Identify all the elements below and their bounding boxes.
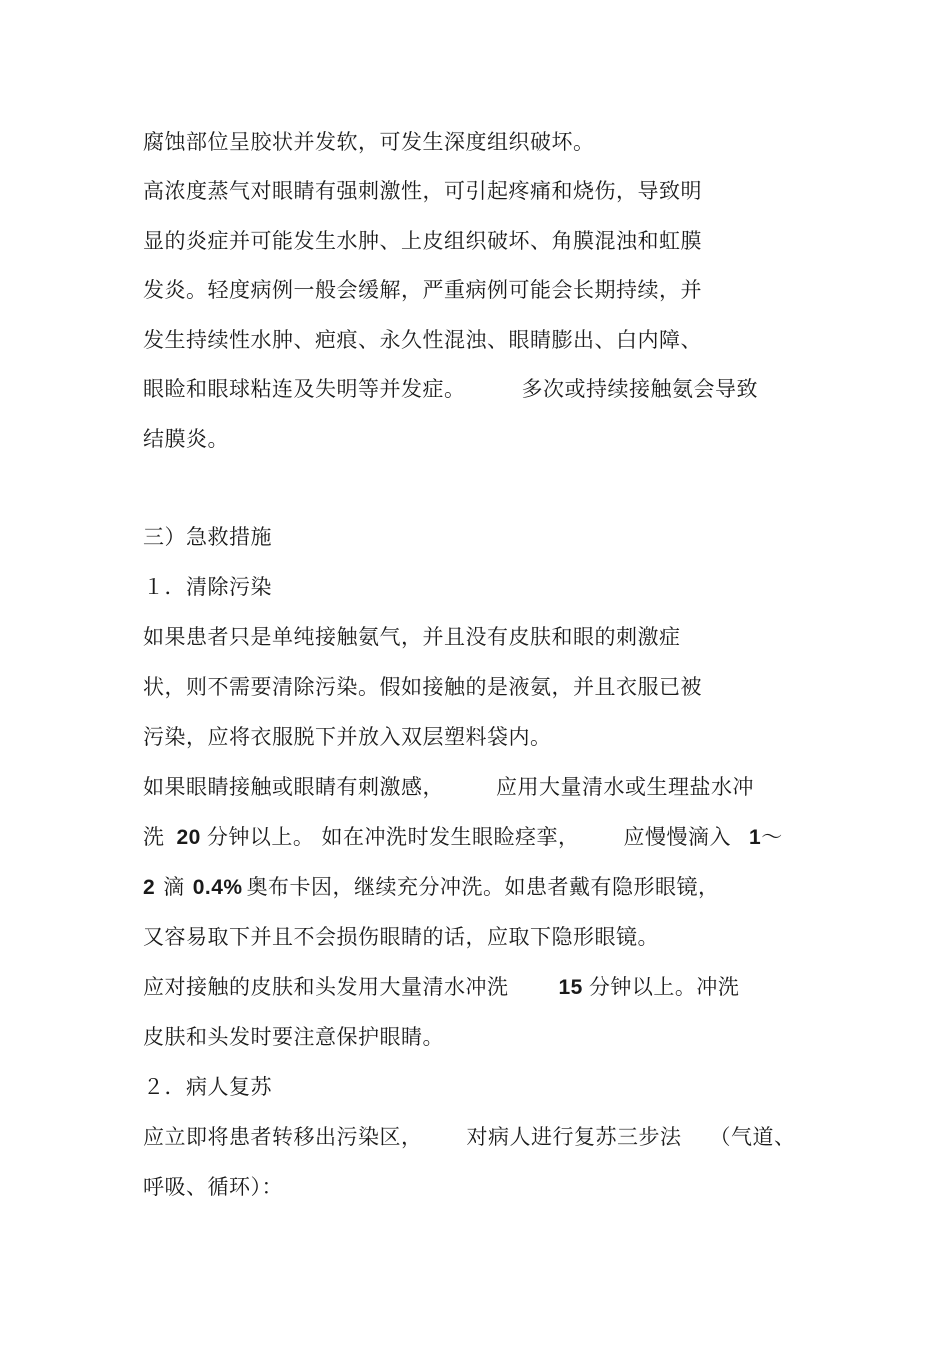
text-line: [143, 1123, 796, 1151]
text-line: [143, 177, 702, 205]
text-span: １．清除污染: [143, 575, 272, 599]
text-line: [143, 375, 758, 403]
text-line: [143, 276, 702, 304]
number-span: 0.4%: [192, 876, 243, 899]
text-line: [143, 923, 659, 951]
text-span: （气道、: [709, 1125, 796, 1149]
text-line: [143, 773, 754, 801]
text-span: 如果眼睛接触或眼睛有刺激感，: [143, 775, 444, 799]
text-span: ～: [761, 825, 783, 849]
text-span: 腐蚀部位呈胶状并发软，可发生深度组织破坏。: [143, 130, 595, 154]
text-line: [143, 623, 681, 651]
text-span: 多次或持续接触氨会导致: [521, 377, 758, 401]
section-heading: [143, 523, 272, 551]
text-line: [143, 673, 702, 701]
subsection-heading: [143, 1073, 272, 1101]
text-line: [143, 723, 552, 751]
text-line: [143, 973, 739, 1002]
number-span: 15: [558, 976, 583, 999]
text-span: 状，则不需要清除污染。假如接触的是液氨，并且衣服已被: [143, 675, 702, 699]
number-span: 20: [176, 826, 201, 849]
text-line: [143, 326, 702, 354]
text-span: 如果患者只是单纯接触氨气，并且没有皮肤和眼的刺激症: [143, 625, 681, 649]
text-span: 皮肤和头发时要注意保护眼睛。: [143, 1025, 444, 1049]
text-span: 三）急救措施: [143, 525, 272, 549]
number-span: 2: [143, 876, 156, 899]
text-line: [143, 1023, 444, 1051]
text-line: [143, 128, 595, 156]
text-span: 应慢慢滴入: [623, 825, 732, 849]
subsection-heading: [143, 573, 272, 601]
text-span: 滴: [163, 875, 185, 899]
text-span: 呼吸、循环）：: [143, 1175, 283, 1199]
text-span: 应用大量清水或生理盐水冲: [496, 775, 754, 799]
text-span: 结膜炎。: [143, 427, 229, 451]
text-span: 发炎。轻度病例一般会缓解，严重病例可能会长期持续，并: [143, 278, 702, 302]
text-span: 对病人进行复苏三步法: [466, 1125, 682, 1149]
text-span: 洗: [143, 825, 165, 849]
text-span: 发生持续性水肿、疤痕、永久性混浊、眼睛膨出、白内障、: [143, 328, 702, 352]
text-span: 应立即将患者转移出污染区，: [143, 1125, 423, 1149]
text-line: [143, 873, 720, 902]
text-span: 显的炎症并可能发生水肿、上皮组织破坏、角膜混浊和虹膜: [143, 229, 702, 253]
text-line: [143, 425, 229, 453]
text-span: 奥布卡因，继续充分冲洗。如患者戴有隐形眼镜，: [246, 875, 720, 899]
text-span: 高浓度蒸气对眼睛有强刺激性，可引起疼痛和烧伤，导致明: [143, 179, 702, 203]
text-span: 又容易取下并且不会损伤眼睛的话，应取下隐形眼镜。: [143, 925, 659, 949]
text-span: 眼睑和眼球粘连及失明等并发症。: [143, 377, 466, 401]
number-span: 1: [749, 826, 762, 849]
text-span: 分钟以上。冲洗: [588, 975, 740, 999]
text-span: 污染，应将衣服脱下并放入双层塑料袋内。: [143, 725, 552, 749]
text-span: ２．病人复苏: [143, 1075, 272, 1099]
text-span: 应对接触的皮肤和头发用大量清水冲洗: [143, 975, 509, 999]
text-line: [143, 1173, 283, 1201]
text-span: 分钟以上。 如在冲洗时发生眼睑痉挛，: [206, 825, 580, 849]
text-line: [143, 823, 783, 852]
text-line: [143, 227, 702, 255]
